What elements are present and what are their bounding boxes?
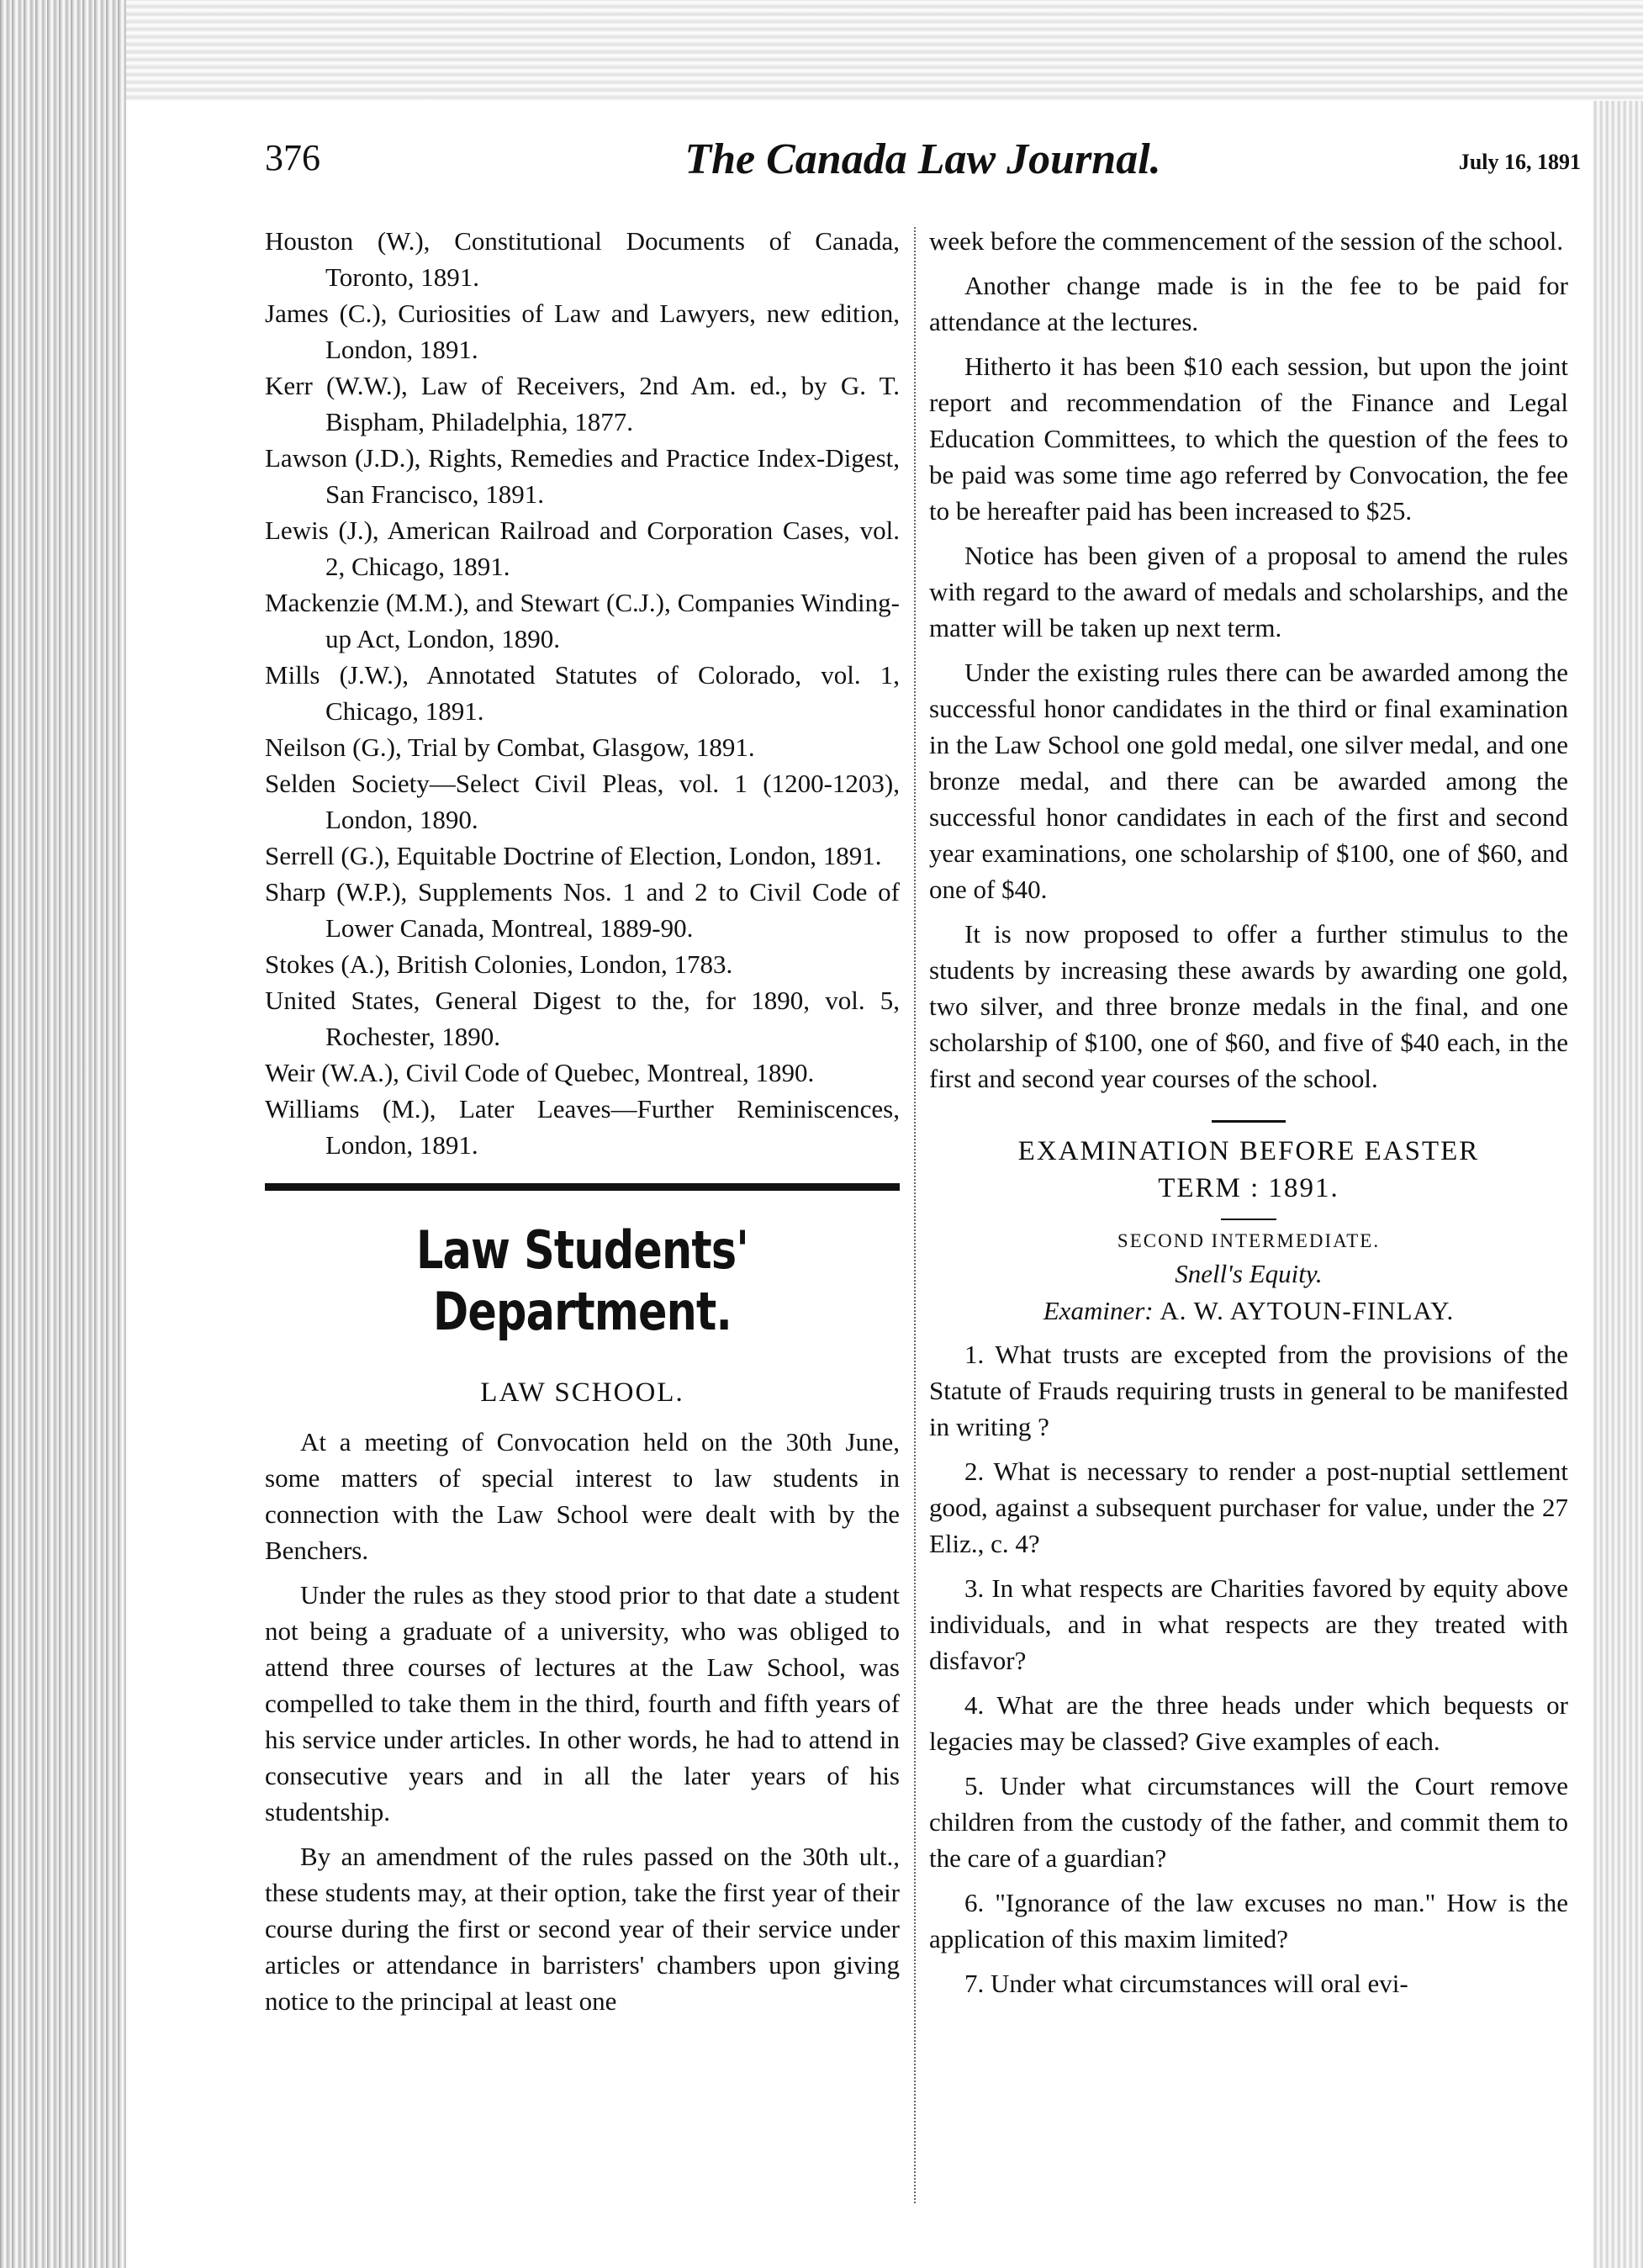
section-heading: LAW SCHOOL. — [480, 1377, 684, 1408]
examiner-name: A. W. AYTOUN-FINLAY. — [1160, 1296, 1455, 1325]
bibliography-entry: United States, General Digest to the, for 1890, vol. 5, Rochester, 1890. — [265, 986, 900, 1051]
bibliography-entry: Selden Society—Select Civil Pleas, vol. 1 (1200-1203), London, 1890. — [265, 769, 900, 834]
bibliography-entry: Lewis (J.), American Railroad and Corporation Cases, vol. 2, Chicago, 1891. — [265, 515, 900, 581]
exam-question: 6. "Ignorance of the law excuses no man." How is the application of this maxim limited? — [929, 1888, 1568, 1953]
left-column — [265, 223, 900, 2027]
exam-level: SECOND INTERMEDIATE. — [1117, 1230, 1381, 1251]
bibliography-entry: Neilson (G.), Trial by Combat, Glasgow, 1891. — [265, 732, 755, 762]
bibliography-list — [265, 223, 900, 1163]
exam-question: 4. What are the three heads under which bequests or legacies may be classed? Give examples of each. — [929, 1690, 1568, 1756]
exam-title-line: TERM : 1891. — [1158, 1173, 1339, 1203]
section-rule — [265, 1183, 900, 1191]
examiner-label: Examiner: — [1043, 1296, 1154, 1325]
bibliography-entry: Williams (M.), Later Leaves—Further Reminiscences, London, 1891. — [265, 1094, 900, 1160]
scan-edge-top — [126, 0, 1643, 101]
bibliography-entry: Sharp (W.P.), Supplements Nos. 1 and 2 to Civil Code of Lower Canada, Montreal, 1889-90. — [265, 877, 900, 943]
bibliography-entry: Kerr (W.W.), Law of Receivers, 2nd Am. ed., by G. T. Bispham, Philadelphia, 1877. — [265, 371, 900, 436]
exam-title — [929, 1133, 1568, 1207]
body-paragraph: Notice has been given of a proposal to amend the rules with regard to the award of medals and scholarships, and the matter will be taken up next term. — [929, 541, 1568, 642]
exam-question: 5. Under what circumstances will the Court remove children from the custody of the father, and commit them to the care of a guardian? — [929, 1771, 1568, 1873]
short-rule — [1221, 1219, 1276, 1220]
scan-edge-right — [1593, 101, 1643, 2268]
body-paragraph: At a meeting of Convocation held on the 30th June, some matters of special interest to law students in connection with the Law School were dealt with by the Benchers. — [265, 1427, 900, 1565]
body-paragraph: Under the rules as they stood prior to that date a student not being a graduate of a university, who was obliged to attend three courses of lectures at the Law School, was compelled to take them in the third, fourth and fifth years of his service under articles. In other words, he had to attend in consecutive years and in all the later years of his studentship. — [265, 1580, 900, 1827]
exam-examiner — [929, 1296, 1568, 1326]
department-title: Law Students' Department. — [415, 1219, 749, 1342]
column-divider — [914, 227, 916, 2203]
body-paragraph: It is now proposed to offer a further stimulus to the students by increasing these awards by awarding one gold, two silver, and three bronze medals in the final, and one scholarship of $100, one of $60, and five of $40 each, in the first and second year courses of the school. — [929, 919, 1568, 1093]
bibliography-entry: Mackenzie (M.M.), and Stewart (C.J.), Companies Winding-up Act, London, 1890. — [265, 588, 900, 653]
bibliography-entry: Weir (W.A.), Civil Code of Quebec, Montreal, 1890. — [265, 1058, 815, 1087]
exam-title-line: EXAMINATION BEFORE EASTER — [1017, 1136, 1480, 1166]
bibliography-entry: James (C.), Curiosities of Law and Lawyers, new edition, London, 1891. — [265, 299, 900, 364]
continuation-paragraph: week before the commencement of the session of the school. — [929, 226, 1564, 256]
bibliography-entry: Stokes (A.), British Colonies, London, 1783. — [265, 949, 733, 979]
exam-question: 2. What is necessary to render a post-nuptial settlement good, against a subsequent purchaser for value, under the 27 Eliz., c. 4? — [929, 1456, 1568, 1558]
body-paragraph: By an amendment of the rules passed on the 30th ult., these students may, at their option, take the first year of their course during the first or second year of their service under articles or attendance in barristers' chambers upon giving notice to the principal at least one — [265, 1842, 900, 2016]
exam-question: 7. Under what circumstances will oral evi- — [964, 1969, 1408, 1998]
body-paragraph: Under the existing rules there can be awarded among the successful honor candidates in the third or final examination in the Law School one gold medal, one silver medal, and one bronze medal, and there can be awarded among the successful honor candidates in each of the first and second year examinations, one scholarship of $100, one of $60, and one of $40. — [929, 658, 1568, 904]
bibliography-entry: Mills (J.W.), Annotated Statutes of Colorado, vol. 1, Chicago, 1891. — [265, 660, 900, 726]
short-rule — [1212, 1120, 1286, 1123]
exam-question: 1. What trusts are excepted from the provisions of the Statute of Frauds requiring trusts in general to be manifested in writing ? — [929, 1340, 1568, 1441]
issue-date: July 16, 1891 — [1458, 150, 1581, 174]
body-paragraph: Hitherto it has been $10 each session, but upon the joint report and recommendation of the Finance and Legal Education Committees, to which the question of the fees to be paid was some time ago referred by Convocation, the fee to be hereafter paid has been increased to $25. — [929, 352, 1568, 526]
page-number: 376 — [265, 137, 320, 178]
right-column — [929, 223, 1568, 2010]
journal-title: The Canada Law Journal. — [684, 135, 1161, 183]
bibliography-entry: Houston (W.), Constitutional Documents of Canada, Toronto, 1891. — [265, 226, 900, 292]
exam-subject: Snell's Equity. — [1175, 1259, 1323, 1288]
exam-question: 3. In what respects are Charities favored by equity above individuals, and in what respects are they treated with disfavor? — [929, 1573, 1568, 1675]
bibliography-entry: Serrell (G.), Equitable Doctrine of Election, London, 1891. — [265, 841, 882, 870]
scan-edge-left — [0, 0, 126, 2268]
page-header — [265, 135, 1581, 193]
body-paragraph: Another change made is in the fee to be paid for attendance at the lectures. — [929, 271, 1568, 336]
bibliography-entry: Lawson (J.D.), Rights, Remedies and Practice Index-Digest, San Francisco, 1891. — [265, 443, 900, 509]
